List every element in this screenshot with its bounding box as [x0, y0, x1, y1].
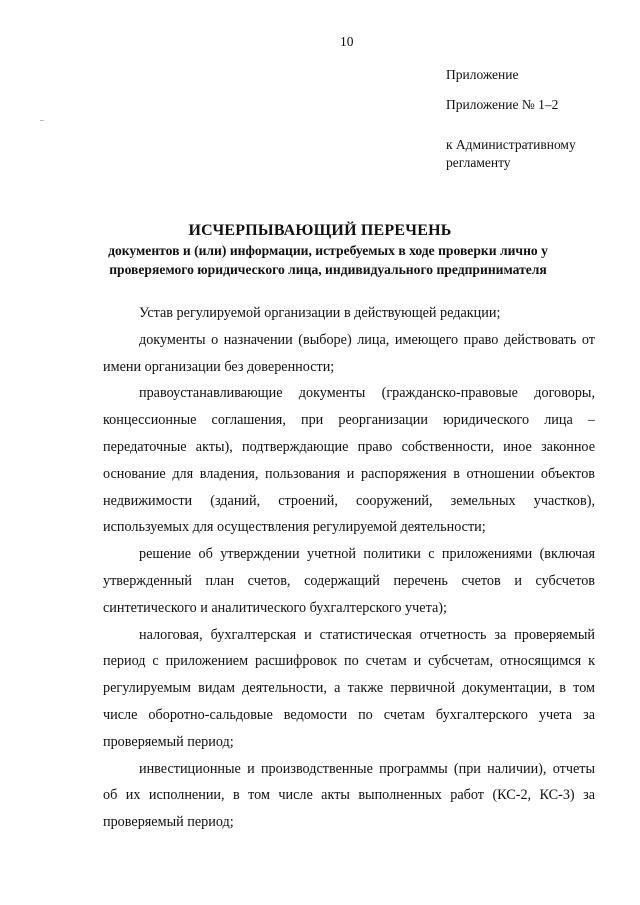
- page-number: 10: [340, 34, 354, 49]
- margin-mark: [40, 120, 44, 121]
- document-list: [103, 300, 595, 836]
- document-title: ИСЧЕРПЫВАЮЩИЙ ПЕРЕЧЕНЬ: [188, 222, 452, 239]
- document-subtitle: документов и (или) информации, истребуемых в ходе проверки лично у проверяемого юридического лица, индивидуального предпринимателя: [108, 243, 548, 277]
- list-item: решение об утверждении учетной политики с приложениями (включая утвержденный план счетов, содержащий перечень счетов и субсчетов синтетического и аналитического бухгалтерского учета);: [103, 546, 595, 616]
- annex-label: Приложение: [446, 67, 519, 82]
- list-item: документы о назначении (выборе) лица, имеющего право действовать от имени организации без доверенности;: [103, 331, 595, 375]
- list-item: налоговая, бухгалтерская и статистическая отчетность за проверяемый период с приложением расшифровок по счетам и субсчетам, относящимся к регулируемым видам деятельности, а также первичной документации, в том числе оборотно-сальдовые ведомости по счетам бухгалтерского учета за проверяемый период;: [103, 626, 595, 750]
- list-item: правоустанавливающие документы (гражданско-правовые договоры, концессионные соглашения, при реорганизации юридического лица – передаточные акты), подтверждающие право собственности, иное законное основание для владения, пользования и распоряжения в отношении объектов недвижимости (зданий, строений, сооружений, земельных участков), используемых для осуществления регулируемой деятельности;: [103, 385, 595, 536]
- list-item: инвестиционные и производственные программы (при наличии), отчеты об их исполнении, в том числе акты выполненных работ (КС-2, КС-3) за проверяемый период;: [103, 760, 595, 831]
- list-item: Устав регулируемой организации в действующей редакции;: [139, 305, 501, 321]
- annex-reference: к Административному регламенту: [446, 137, 576, 170]
- annex-number: Приложение № 1–2: [446, 97, 559, 112]
